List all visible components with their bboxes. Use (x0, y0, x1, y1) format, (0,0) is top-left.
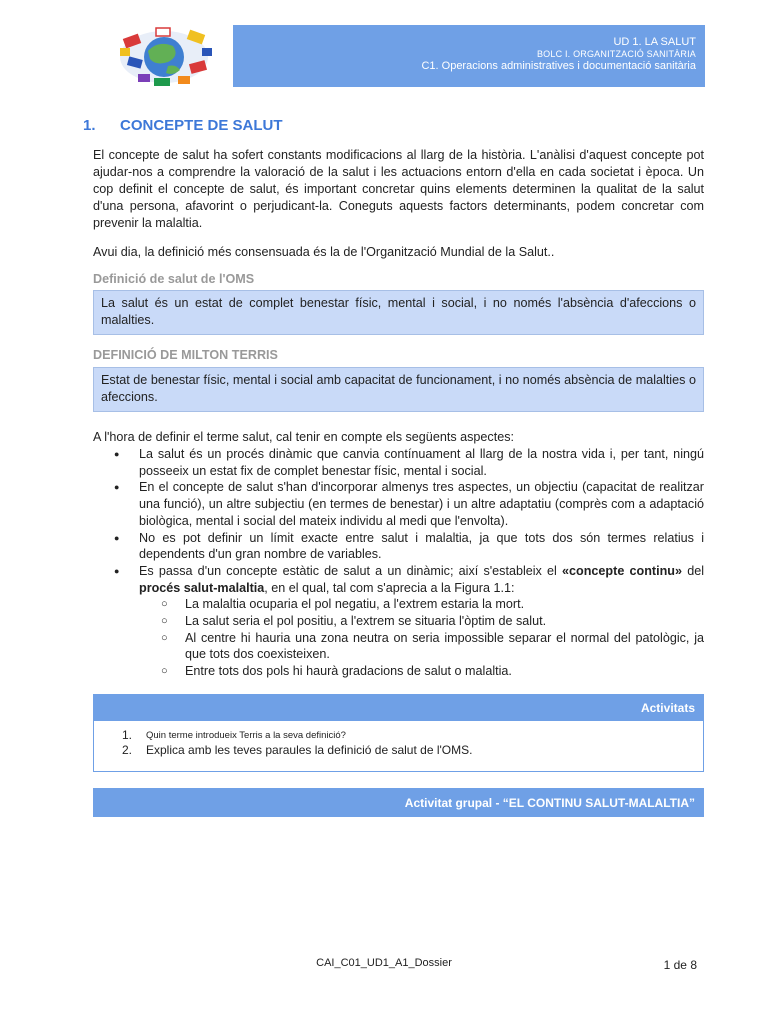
sub-list-item: ○ Al centre hi hauria una zona neutra on seria impossible separar el normal del patològic, ja que tots dos coexisteixen. (139, 630, 704, 663)
activity-text: Explica amb les teves paraules la definició de salut de l'OMS. (146, 743, 473, 757)
activity-number: 2. (122, 743, 133, 757)
bold-term-proces: procés salut-malaltia (139, 580, 265, 595)
activity-item (122, 743, 703, 758)
activities-list (122, 728, 703, 758)
list-item: ● En el concepte de salut s'han d'incorporar almenys tres aspectes, un objectiu (capacitat de realitzar una funció), un altre subjectiu (en termes de benestar) i un altre adaptatiu (comprès com a adaptació biològica, mental i social del mateix individu al medi que l'envolta). (93, 479, 704, 529)
section-number: 1. (83, 117, 96, 134)
terris-definition-box: Estat de benestar físic, mental i social amb capacitat de funcionament, i no només absència de malalties o afeccions. (93, 367, 704, 412)
sub-list (139, 596, 704, 680)
section-title-text: CONCEPTE DE SALUT (120, 117, 283, 134)
oms-heading: Definició de salut de l'OMS (93, 272, 255, 286)
header-block: BOLC I. ORGANITZACIÓ SANITÀRIA (536, 49, 696, 59)
header-course: C1. Operacions administratives i documentació sanitària (421, 60, 696, 72)
globe-flags-logo (118, 26, 214, 88)
footer-doc-code: CAI_C01_UD1_A1_Dossier (316, 957, 452, 969)
terris-heading: DEFINICIÓ DE MILTON TERRIS (93, 348, 278, 362)
activities-box (93, 721, 704, 772)
bullet4-text: Es passa d'un concepte estàtic de salut a un dinàmic; així s'estableix el (139, 563, 563, 578)
section-title (83, 117, 283, 134)
activity-item (122, 728, 703, 743)
bold-term-continu: «concepte continu» (562, 563, 682, 578)
bullet4-text-end: , en el qual, tal com s'aprecia a la Figura 1.1: (264, 580, 515, 595)
group-activity-band: Activitat grupal - “EL CONTINU SALUT-MALALTIA” (93, 788, 704, 817)
activity-text: Quin terme introdueix Terris a la seva definició? (146, 730, 346, 741)
footer-page-number: 1 de 8 (663, 958, 697, 972)
header-unit: UD 1. LA SALUT (613, 36, 696, 48)
aspects-list (93, 446, 704, 680)
sub-list-item: ○ La salut seria el pol positiu, a l'extrem se situaria l'òptim de salut. (139, 613, 704, 630)
list-item (93, 563, 704, 680)
oms-definition-box: La salut és un estat de complet benestar físic, mental i social, i no només l'absència d'afeccions o malalties. (93, 290, 704, 335)
sub-list-item: ○ La malaltia ocuparia el pol negatiu, a l'extrem estaria la mort. (139, 596, 704, 613)
list-item: ● La salut és un procés dinàmic que canvia contínuament al llarg de la nostra vida i, per tant, ningú posseeix un estat fix de complet benestar físic, mental i social. (93, 446, 704, 479)
intro-paragraph-1: El concepte de salut ha sofert constants modificacions al llarg de la història. L'anàlisi d'aquest concepte pot ajudar-nos a comprendre la valoració de la salut i les actuacions entorn d'ella en cada societat i època. Un cop definit el concepte de salut, és important concretar quins elements determinen la qualitat de la salut d'una persona, afavorint o perjudicant-la. Coneguts aquests factors determinants, podem concretar com prevenir la malaltia. (93, 148, 704, 230)
intro-paragraph-2: Avui dia, la definició més consensuada és la de l'Organització Mundial de la Salut.. (93, 245, 555, 259)
bullet4-text-mid: del (682, 563, 704, 578)
activities-header: Activitats (93, 694, 704, 721)
aspects-lead: A l'hora de definir el terme salut, cal tenir en compte els següents aspectes: (93, 430, 515, 444)
sub-list-item: ○ Entre tots dos pols hi haurà gradacions de salut o malaltia. (139, 663, 704, 680)
list-item: ● No es pot definir un límit exacte entre salut i malaltia, ja que tots dos són termes relatius i dependents d'un gran nombre de variables. (93, 530, 704, 563)
activity-number: 1. (122, 728, 133, 742)
header-band (233, 25, 705, 87)
